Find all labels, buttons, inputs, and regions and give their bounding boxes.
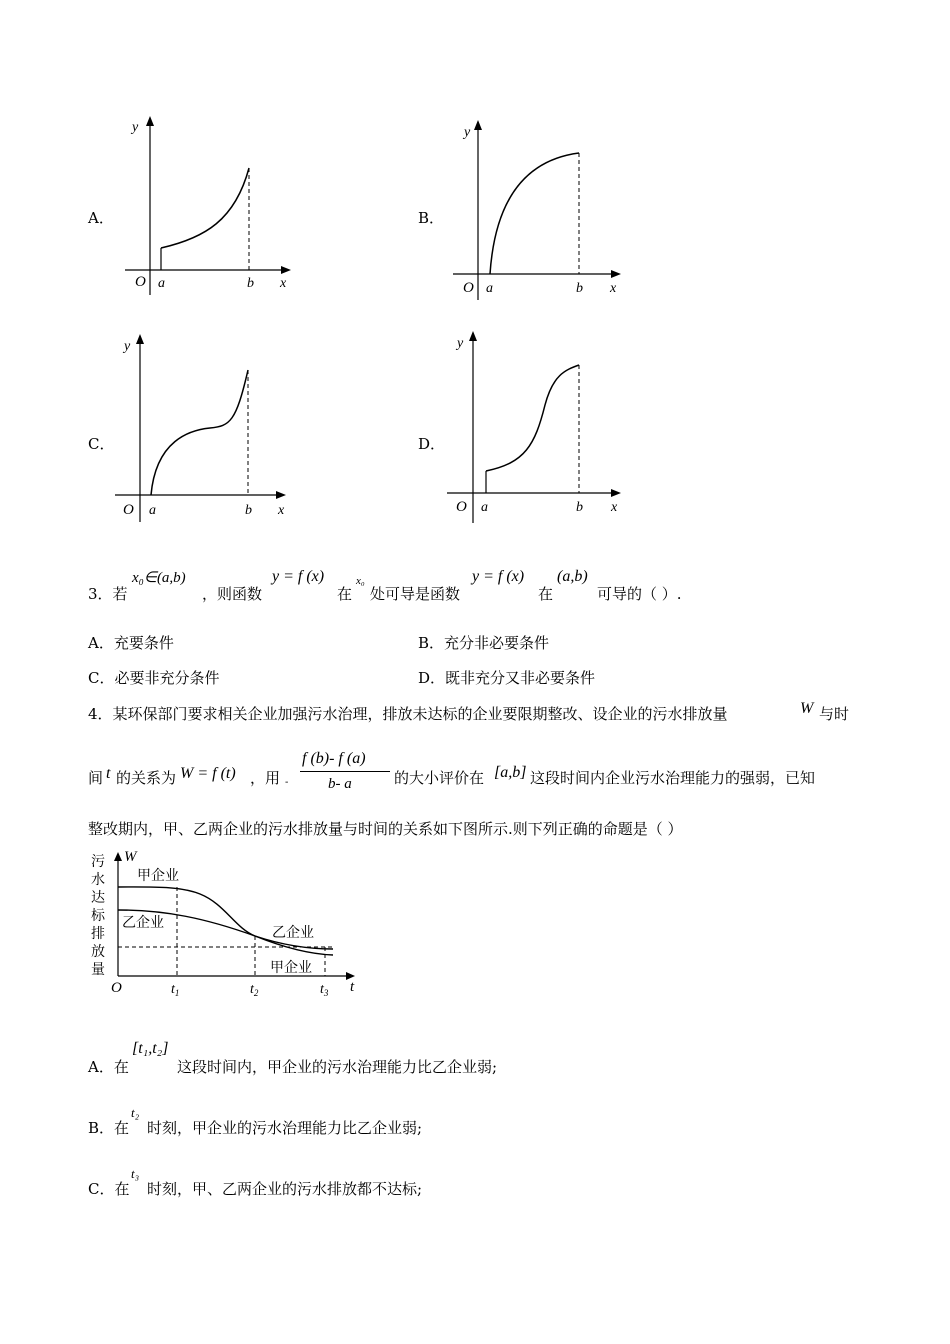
w-axis-arrow [114,852,122,861]
b-label: b [576,281,583,296]
origin-label: O [456,499,467,515]
y-label: y [124,339,131,354]
graph-b [445,110,635,300]
ylabel-char: 标 [91,909,105,924]
option-b-label: B． [418,209,445,227]
q3-option-d [418,667,595,688]
q4-option-b-label: B．在 [88,1119,130,1137]
origin-label: O [135,274,146,290]
ylabel-char: 达 [91,891,105,906]
q4-line-2-c: ，用 [250,769,281,787]
q3-option-b-label: B． [418,634,445,652]
q3-option-c-label: C． [88,669,115,687]
q4-ab: [a,b] [494,764,527,781]
y-label: y [457,336,464,351]
q3-option-c [88,667,220,688]
jia-label-bottom: 甲企业 [270,960,312,976]
q3-function-1: y = f (x) [272,568,325,585]
t-label: t [350,979,355,995]
x-axis-arrow [276,491,286,499]
x-axis-arrow [281,266,291,274]
q3-option-a-text: 充要条件 [113,634,174,652]
x-label: x [280,276,287,291]
curve [151,370,248,495]
y-axis-arrow [146,116,154,126]
q3-number: 3．若 [88,585,128,603]
q3-condition: x₀∈(a,b) [132,570,186,586]
a-label: a [149,503,156,518]
q4-option-a-text: 这段时间内，甲企业的污水治理能力比乙企业弱; [177,1058,498,1076]
a-label: a [158,276,165,291]
q3-function-2: y = f (x) [472,568,525,585]
ylabel-char: 量 [91,963,105,978]
q4-minus: - [285,777,289,788]
q4-line-2-b: 的关系为 [116,769,177,787]
q3-option-d-label: D． [418,669,446,687]
x-axis-arrow [611,270,621,278]
ylabel-char: 排 [91,927,105,942]
q4-fraction-bar [300,771,390,772]
q4-line-2-e: 这段时间内企业污水治理能力的强弱，已知 [530,769,816,787]
q3-text-5: 可导的（ ）. [597,585,682,603]
graph-d [445,325,635,525]
y-label: y [464,125,471,140]
ylabel-char: 放 [91,945,105,960]
q4-line-3: 整改期内，甲、乙两企业的污水排放量与时间的关系如下图所示.则下列正确的命题是（ ） [88,820,683,838]
q3-text-1: ，则函数 [202,585,263,603]
a-label: a [481,500,488,515]
q3-x0: x₀ [356,575,365,587]
y-axis-caption [91,854,106,978]
graph-a [115,110,305,295]
q4-relation: W = f (t) [180,765,236,782]
q3-option-b-text: 充分非必要条件 [444,634,550,652]
ylabel-char: 污 [91,855,105,870]
q3-option-b [418,632,549,653]
w-label: W [124,849,137,865]
b-label: b [245,503,252,518]
q4-line-1-tail: 与时 [819,705,850,723]
q4-line-2-a: 间 [88,769,104,787]
y-axis-arrow [136,334,144,344]
y-axis-arrow [469,331,477,341]
curve [486,365,579,471]
q4-option-b-text: 时刻，甲企业的污水治理能力比乙企业弱; [147,1119,423,1137]
q3-text-3: 处可导是函数 [370,585,461,603]
y-axis-arrow [474,120,482,130]
q3-option-d-text: 既非充分又非必要条件 [445,669,596,687]
curve [490,153,579,274]
q4-denominator: b- a [328,776,352,792]
q4-line-1: 4．某环保部门要求相关企业加强污水治理，排放未达标的企业要限期整改、设企业的污水排放量 [88,705,728,723]
q4-option-a-interval: [t₁,t₂] [132,1040,169,1057]
q4-t: t [106,765,111,782]
yi-label-right: 乙企业 [272,925,314,941]
option-c-label: C． [88,435,115,453]
q3-option-c-text: 必要非充分条件 [114,669,220,687]
t1-label: $t_1$ [171,982,180,998]
curve [161,168,249,248]
graph-c [110,330,300,525]
q4-option-b-symbol: t₂ [131,1105,140,1120]
x-axis-arrow [611,489,621,497]
q3-option-a-label: A． [88,634,114,652]
q4-option-c-label: C．在 [88,1180,130,1198]
q3-text-4: 在 [538,585,554,603]
q3-option-a [88,632,174,653]
yi-label-left: 乙企业 [122,915,164,931]
q4-numerator: f (b)- f (a) [302,750,366,767]
origin-label: O [111,980,122,996]
jia-label-top: 甲企业 [137,868,179,884]
b-label: b [247,276,254,291]
q3-interval: (a,b) [557,568,588,585]
origin-label: O [123,502,134,518]
q4-option-c-text: 时刻，甲、乙两企业的污水排放都不达标; [147,1180,423,1198]
q4-option-c-symbol: t₃ [131,1166,140,1181]
x-label: x [278,503,285,518]
ylabel-char: 水 [91,873,105,888]
y-label: y [132,120,139,135]
q4-emission-chart [85,848,365,998]
q4-line-2-d: 的大小评价在 [394,769,485,787]
t2-label: $t_2$ [250,982,259,998]
origin-label: O [463,280,474,296]
x-label: x [611,500,618,515]
option-a-label: A． [88,209,114,227]
t3-label: $t_3$ [320,982,329,998]
a-label: a [486,281,493,296]
q4-W: W [800,700,814,717]
x-label: x [610,281,617,296]
b-label: b [576,500,583,515]
option-d-label: D． [418,435,446,453]
q3-text-2: 在 [337,585,353,603]
q4-option-a-label: A．在 [88,1058,129,1076]
